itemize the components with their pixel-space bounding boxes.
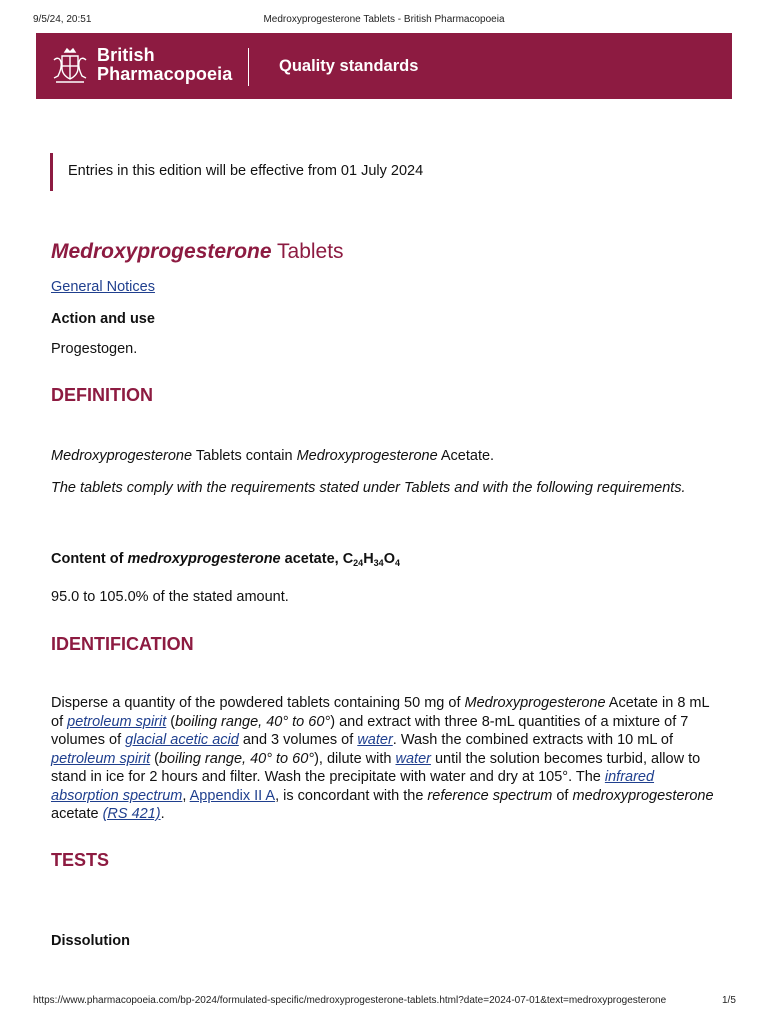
title-rest: Tablets (271, 240, 344, 263)
edition-notice (50, 153, 713, 191)
def-text-2: Acetate. (437, 448, 495, 464)
id-boiling-range-1: boiling range, 40° to 60° (175, 713, 331, 730)
title-italic: Medroxyprogesterone (51, 240, 272, 263)
royal-coat-of-arms-icon[interactable] (50, 46, 90, 86)
formula-sub-c: 24 (353, 558, 364, 568)
id-text-1: Disperse a quantity of the powdered tablets containing 50 mg of (51, 695, 465, 711)
print-page-number: 1/5 (722, 995, 736, 1006)
definition-requirements: The tablets comply with the requirements stated under Tablets and with the following requirements. (51, 480, 686, 496)
formula-sub-h: 34 (373, 558, 384, 568)
id-text-9: ( (150, 750, 159, 767)
id-text-18: acetate (51, 806, 103, 822)
identification-heading: IDENTIFICATION (51, 634, 194, 654)
id-text-13: , (182, 787, 190, 804)
infrared-absorption-spectrum-link[interactable]: infrared absorption spectrum (51, 769, 655, 804)
print-header (0, 14, 768, 30)
id-drug-name-2: medroxyprogesterone (572, 787, 714, 804)
id-text-6: ) and extract with three 8-mL quantities of a mixture of 7 volumes of (51, 713, 689, 748)
action-and-use-heading: Action and use (51, 311, 155, 327)
formula-o: O (383, 551, 395, 567)
general-notices-link[interactable]: General Notices (51, 279, 155, 295)
id-boiling-range-2: boiling range, 40° to 60° (158, 750, 315, 767)
id-text-14: , is concordant with the (275, 787, 428, 804)
content-text: 95.0 to 105.0% of the stated amount. (51, 589, 289, 605)
def-drug-name-2: Medroxyprogesterone (296, 448, 438, 464)
banner-tagline: Quality standards (279, 57, 419, 75)
id-text-11: ), dilute with (314, 750, 396, 767)
banner-divider (248, 48, 249, 86)
page-title (51, 240, 344, 264)
def-drug-name-1: Medroxyprogesterone (51, 448, 193, 464)
id-text-3: Acetate in 8 mL of (51, 695, 710, 730)
glacial-acetic-acid-link[interactable]: glacial acetic acid (125, 732, 239, 748)
petroleum-spirit-link[interactable]: petroleum spirit (67, 713, 167, 730)
water-link-1[interactable]: water (357, 732, 393, 748)
brand-line-1: British (97, 45, 155, 65)
water-link-2[interactable]: water (395, 750, 431, 767)
print-url: https://www.pharmacopoeia.com/bp-2024/formulated-specific/medroxyprogesterone-tablets.html?date=2024-07-01&text=medroxyprogesterone (33, 995, 667, 1006)
identification-paragraph (51, 694, 723, 824)
action-and-use-text: Progestogen. (51, 341, 138, 357)
content-heading-a: Content of (51, 551, 128, 567)
id-text-8: . Wash the combined extracts with 10 mL of (392, 732, 673, 748)
definition-heading: DEFINITION (51, 385, 153, 405)
dissolution-heading: Dissolution (51, 933, 130, 949)
id-text-16: of (552, 787, 573, 804)
tests-heading: TESTS (51, 850, 110, 870)
id-text-7: and 3 volumes of (238, 732, 358, 748)
rs-421-link[interactable]: (RS 421) (102, 806, 161, 822)
id-text-19: . (160, 806, 165, 822)
content-heading-c: acetate, C (280, 551, 354, 567)
id-text-12: until the solution becomes turbid, allow to stand in ice for 2 hours and filter. Wash the precipitate with water and dry at 105°. The (51, 750, 701, 785)
site-banner (36, 33, 732, 99)
brand-logo[interactable] (97, 46, 232, 84)
definition-paragraph (51, 447, 494, 466)
edition-notice-text: Entries in this edition will be effective from 01 July 2024 (68, 163, 424, 179)
formula-sub-o: 4 (394, 558, 400, 568)
id-reference-spectrum: reference spectrum (427, 787, 553, 804)
content-heading (51, 551, 400, 568)
id-drug-name: Medroxyprogesterone (464, 695, 606, 711)
appendix-link[interactable]: Appendix II A (189, 787, 276, 804)
formula-h: H (363, 551, 374, 567)
content-heading-drug: medroxyprogesterone (127, 551, 281, 567)
brand-line-2: Pharmacopoeia (97, 64, 233, 84)
print-page-title: Medroxyprogesterone Tablets - British Pharmacopoeia (263, 14, 505, 25)
print-timestamp: 9/5/24, 20:51 (33, 14, 92, 25)
petroleum-spirit-link-2[interactable]: petroleum spirit (51, 750, 151, 767)
def-text-1: Tablets contain (192, 448, 297, 464)
id-text-4: ( (166, 713, 176, 730)
